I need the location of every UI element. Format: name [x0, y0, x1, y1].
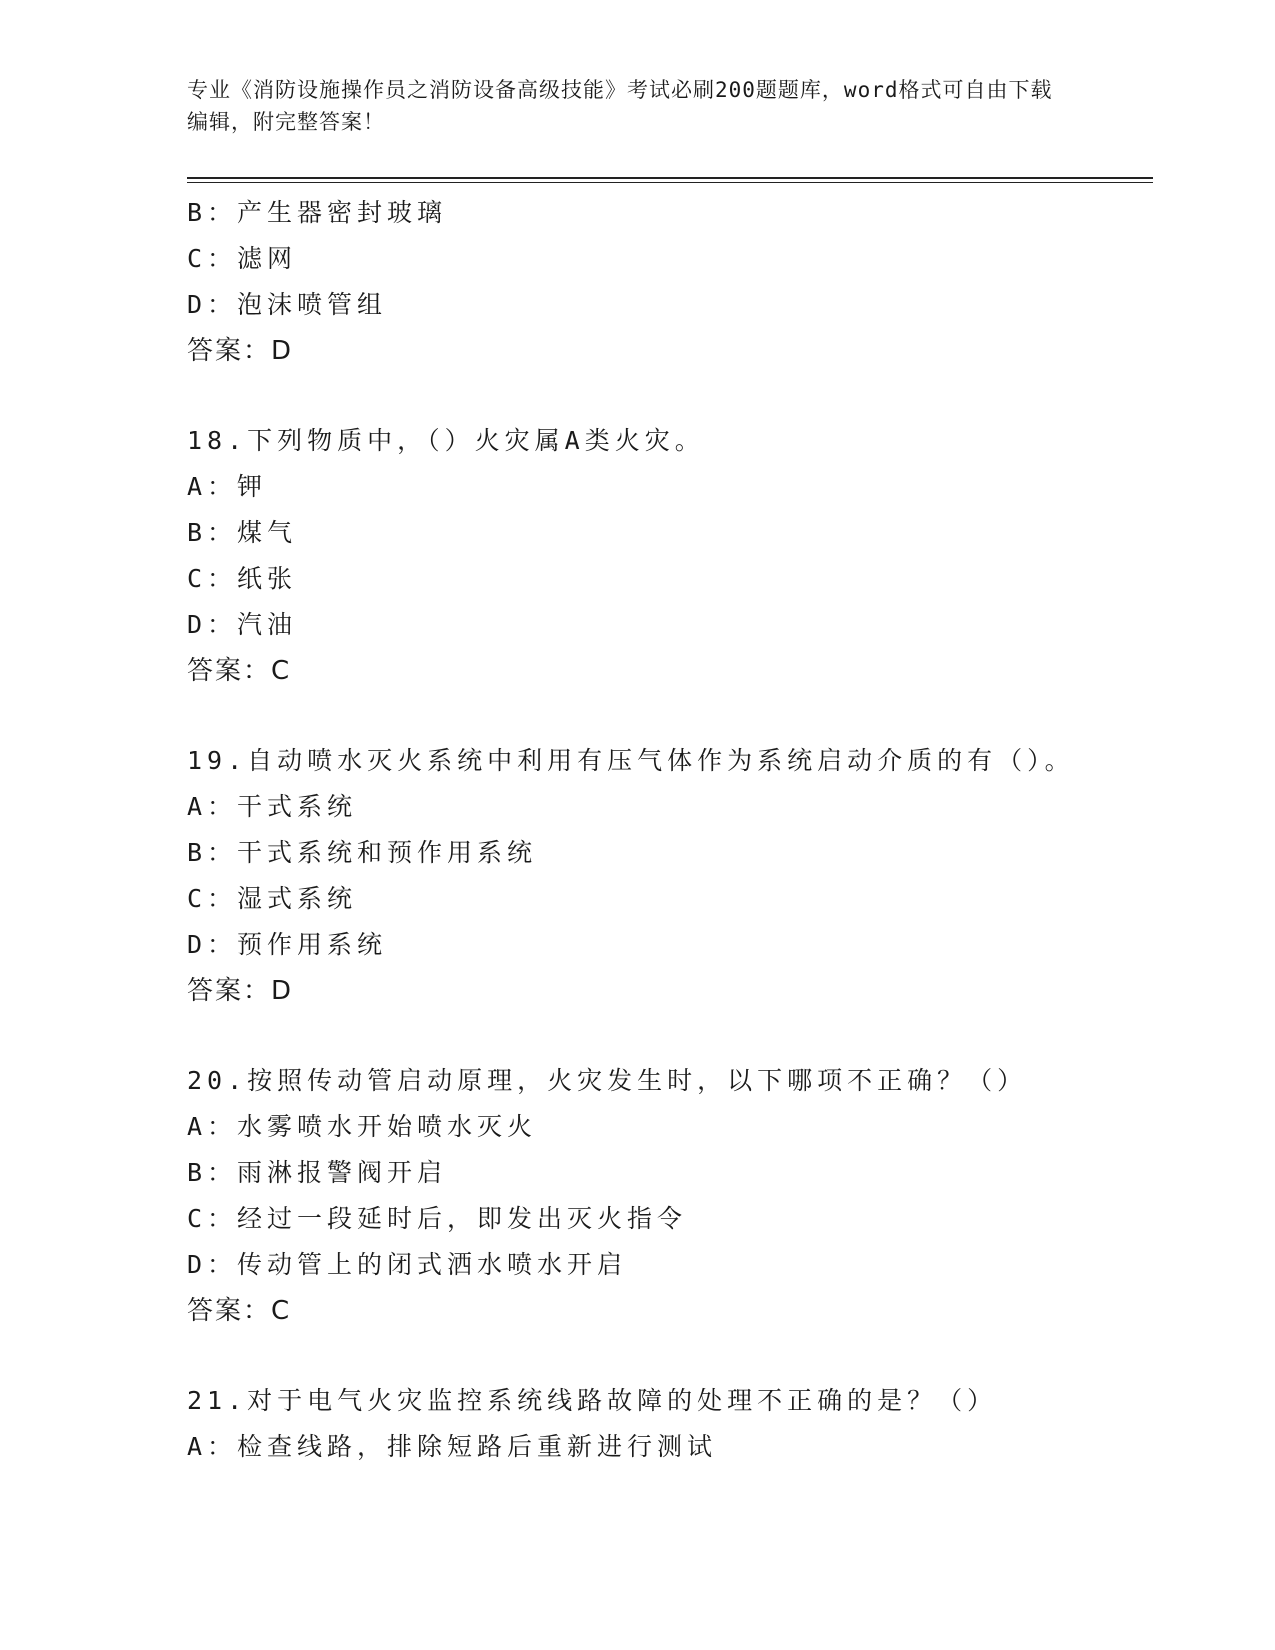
option-d: D：传动管上的闭式洒水喷水开启	[187, 1250, 628, 1279]
option-b: B：干式系统和预作用系统	[187, 838, 538, 867]
document-header: 专业《消防设施操作员之消防设备高级技能》考试必刷200题题库，word格式可自由下载编辑，附完整答案！	[187, 78, 1053, 134]
option-c: C：纸张	[187, 564, 298, 593]
option-b: B：雨淋报警阀开启	[187, 1158, 448, 1187]
option-a: A：钾	[187, 472, 268, 501]
question-stem: 18.下列物质中，（）火灾属A类火灾。	[187, 426, 705, 455]
option-d: D：汽油	[187, 610, 298, 639]
question-18	[187, 418, 1147, 694]
question-stem: 21.对于电气火灾监控系统线路故障的处理不正确的是？（）	[187, 1386, 998, 1415]
question-17-partial	[187, 190, 1147, 374]
option-a: A：检查线路，排除短路后重新进行测试	[187, 1432, 718, 1461]
question-list	[187, 190, 1147, 1470]
question-21	[187, 1378, 1147, 1470]
header-divider-thick	[187, 177, 1153, 179]
question-stem: 19.自动喷水灭火系统中利用有压气体作为系统启动介质的有（）。	[187, 746, 1075, 775]
option-b: B：煤气	[187, 518, 298, 547]
answer-line: 答案：C	[187, 1296, 292, 1326]
option-c: C：滤网	[187, 244, 298, 273]
option-a: A：干式系统	[187, 792, 358, 821]
question-stem: 20.按照传动管启动原理，火灾发生时，以下哪项不正确？（）	[187, 1066, 1028, 1095]
option-c: C：湿式系统	[187, 884, 358, 913]
header-divider-thin	[187, 182, 1153, 183]
option-b: B：产生器密封玻璃	[187, 198, 448, 227]
option-d: D：预作用系统	[187, 930, 388, 959]
question-19	[187, 738, 1147, 1014]
option-a: A：水雾喷水开始喷水灭火	[187, 1112, 538, 1141]
option-c: C：经过一段延时后，即发出灭火指令	[187, 1204, 688, 1233]
answer-line: 答案：C	[187, 656, 292, 686]
answer-line: 答案：D	[187, 336, 294, 366]
answer-line: 答案：D	[187, 976, 294, 1006]
option-d: D：泡沫喷管组	[187, 290, 388, 319]
question-20	[187, 1058, 1147, 1334]
